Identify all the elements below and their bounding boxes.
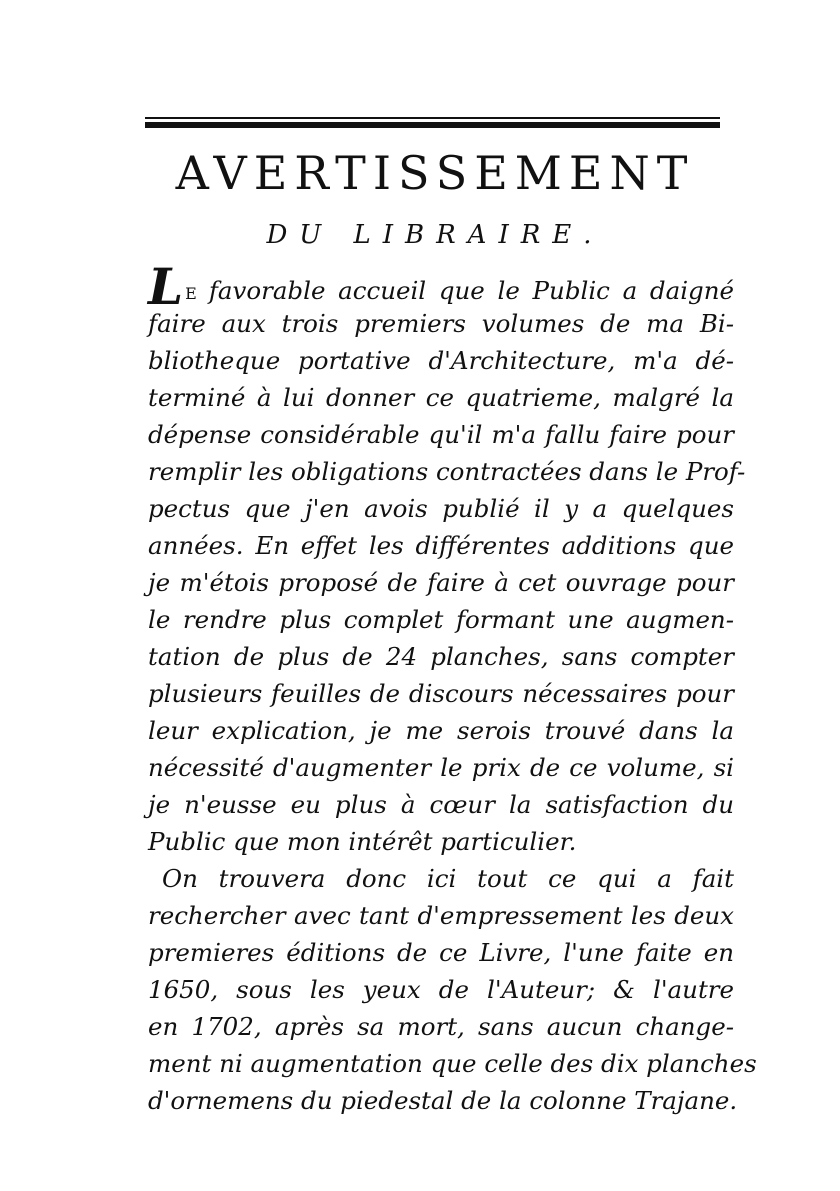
text-line: On trouvera donc ici tout ce qui a fait bbox=[162, 864, 734, 893]
text-line: premieres éditions de ce Livre, l'une faite en bbox=[148, 938, 734, 967]
text-line-1-content: favorable accueil que le Public a daigné bbox=[208, 276, 734, 305]
text-line: dépense considérable qu'il m'a fallu faire pour bbox=[148, 420, 734, 449]
header-rule-thin bbox=[145, 117, 720, 119]
text-line-1 bbox=[148, 257, 734, 316]
body-text bbox=[148, 257, 757, 1119]
text-line: remplir les obligations contractées dans le Prof- bbox=[148, 457, 746, 486]
text-line: plusieurs feuilles de discours nécessaires pour bbox=[148, 679, 734, 708]
text-line: bliotheque portative d'Architecture, m'a dé- bbox=[148, 346, 734, 375]
text-line: leur explication, je me serois trouvé dans la bbox=[148, 716, 734, 745]
text-line: d'ornemens du piedestal de la colonne Trajane. bbox=[148, 1086, 738, 1115]
text-line: tation de plus de 24 planches, sans compter bbox=[148, 642, 734, 671]
drop-cap-rest: E bbox=[185, 284, 197, 303]
text-line: nécessité d'augmenter le prix de ce volume, si bbox=[148, 753, 734, 782]
page-subtitle: DU LIBRAIRE. bbox=[266, 220, 604, 250]
text-line: je n'eusse eu plus à cœur la satisfaction du bbox=[148, 790, 734, 819]
drop-cap: L bbox=[148, 257, 184, 316]
text-line: rechercher avec tant d'empressement les deux bbox=[148, 901, 734, 930]
text-line: années. En effet les différentes additions que bbox=[148, 531, 734, 560]
text-line: je m'étois proposé de faire à cet ouvrage pour bbox=[148, 568, 734, 597]
text-line: le rendre plus complet formant une augmen- bbox=[148, 605, 734, 634]
text-line: pectus que j'en avois publié il y a quelques bbox=[148, 494, 734, 523]
text-line: Public que mon intérêt particulier. bbox=[148, 827, 577, 856]
header-rule-thick bbox=[145, 122, 720, 128]
page-title: AVERTISSEMENT bbox=[175, 146, 695, 200]
text-line: ment ni augmentation que celle des dix planches bbox=[148, 1049, 757, 1078]
text-line: 1650, sous les yeux de l'Auteur; & l'autre bbox=[148, 975, 734, 1004]
text-line: en 1702, après sa mort, sans aucun change- bbox=[148, 1012, 734, 1041]
text-line: terminé à lui donner ce quatrieme, malgré la bbox=[148, 383, 734, 412]
text-line: faire aux trois premiers volumes de ma Bi- bbox=[148, 309, 734, 338]
